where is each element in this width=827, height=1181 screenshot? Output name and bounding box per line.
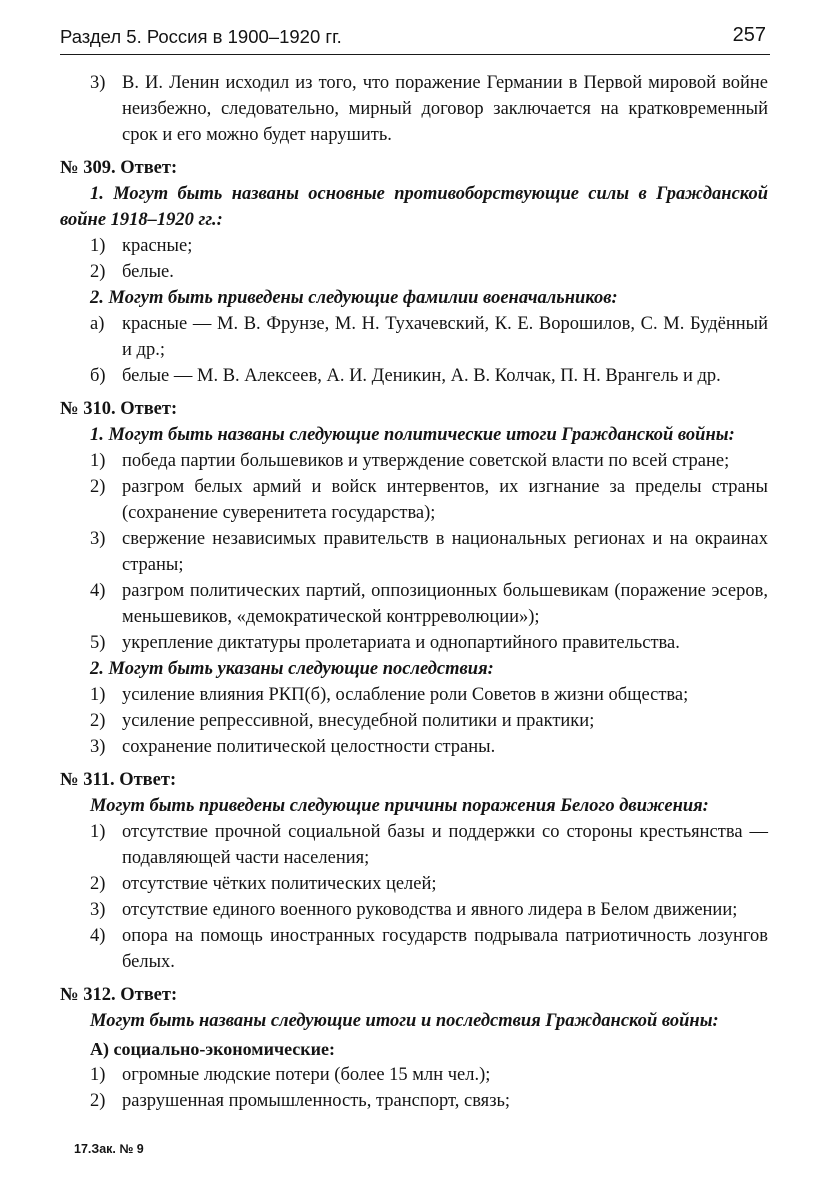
item-number: а) [90,314,105,334]
list-item [60,819,768,871]
item-text: разгром политических партий, оппозиционных большевикам (поражение эсеров, меньшевиков, «демократической контрреволюции»); [122,581,768,627]
list-item [60,311,768,363]
item-text: красные; [122,236,193,256]
item-text: разрушенная промышленность, транспорт, связь; [122,1091,511,1111]
list-item [60,363,768,389]
list-item [60,871,768,897]
subheading: 1. Могут быть названы основные противоборствующие силы в Гражданской войне 1918–1920 гг.: [60,184,768,230]
page-header [60,24,770,55]
answer-heading-309: № 309. Ответ: [60,158,178,178]
item-number: 4) [90,926,106,946]
item-number: 3) [90,900,106,920]
item-text: усиление влияния РКП(б), ослабление роли Советов в жизни общества; [122,685,689,705]
item-number: 2) [90,262,106,282]
item-number: 5) [90,633,106,653]
list-item [60,923,768,975]
list-item [60,259,768,285]
list-item [60,70,768,148]
list-item [60,708,768,734]
item-text: сохранение политической целостности страны. [122,737,496,757]
list-item [60,1088,768,1114]
item-number: 1) [90,236,106,256]
item-number: 1) [90,685,106,705]
list-item [60,1062,768,1088]
subheading: 1. Могут быть названы следующие политические итоги Гражданской войны: [90,425,735,445]
page-content [60,70,768,1114]
item-number: 2) [90,711,106,731]
list-item [60,448,768,474]
item-number: 2) [90,1091,106,1111]
item-text: белые — М. В. Алексеев, А. И. Деникин, А. В. Колчак, П. Н. Врангель и др. [122,366,721,386]
page-number: 257 [732,24,766,46]
list-item [60,682,768,708]
item-number: 3) [90,529,106,549]
item-number: б) [90,366,106,386]
answer-heading-311: № 311. Ответ: [60,770,177,790]
subheading: Могут быть названы следующие итоги и последствия Гражданской войны: [90,1011,719,1031]
item-text: свержение независимых правительств в национальных регионах и на окраинах страны; [122,529,768,575]
print-signature: 17.Зак. № 9 [74,1142,144,1156]
answer-heading-310: № 310. Ответ: [60,399,178,419]
item-number: 1) [90,1065,106,1085]
list-item [60,897,768,923]
section-title: Раздел 5. Россия в 1900–1920 гг. [60,26,342,47]
item-text: разгром белых армий и войск интервентов, их изгнание за пределы страны (сохранение суверенитета государства); [122,477,768,523]
item-text: белые. [122,262,174,282]
subheading: 2. Могут быть приведены следующие фамилии военачальников: [90,288,618,308]
item-text: отсутствие единого военного руководства и явного лидера в Белом движении; [122,900,738,920]
item-text: красные — М. В. Фрунзе, М. Н. Тухачевский, К. Е. Ворошилов, С. М. Будённый и др.; [122,314,768,360]
item-number: 3) [90,737,106,757]
list-item [60,526,768,578]
item-text: огромные людские потери (более 15 млн чел.); [122,1065,491,1085]
item-number: 3) [90,73,106,93]
item-text: укрепление диктатуры пролетариата и однопартийного правительства. [122,633,680,653]
item-text: усиление репрессивной, внесудебной политики и практики; [122,711,595,731]
list-item [60,630,768,656]
item-text: отсутствие чётких политических целей; [122,874,437,894]
answer-heading-312: № 312. Ответ: [60,985,178,1005]
item-number: 1) [90,822,106,842]
item-number: 4) [90,581,106,601]
list-item [60,474,768,526]
subheading: Могут быть приведены следующие причины поражения Белого движения: [90,796,709,816]
list-item [60,233,768,259]
item-number: 2) [90,477,106,497]
item-text: В. И. Ленин исходил из того, что поражение Германии в Первой мировой войне неизбежно, следовательно, мирный договор заключается на кратковременный срок и его можно будет нарушить. [122,73,768,145]
list-item [60,734,768,760]
item-text: победа партии большевиков и утверждение советской власти по всей стране; [122,451,730,471]
subheading: 2. Могут быть указаны следующие последствия: [90,659,494,679]
group-heading: А) социально-экономические: [90,1039,336,1059]
item-number: 2) [90,874,106,894]
item-text: опора на помощь иностранных государств подрывала патриотичность лозунгов белых. [122,926,768,972]
item-text: отсутствие прочной социальной базы и поддержки со стороны крестьянства — подавляющей части населения; [122,822,768,868]
item-number: 1) [90,451,106,471]
list-item [60,578,768,630]
